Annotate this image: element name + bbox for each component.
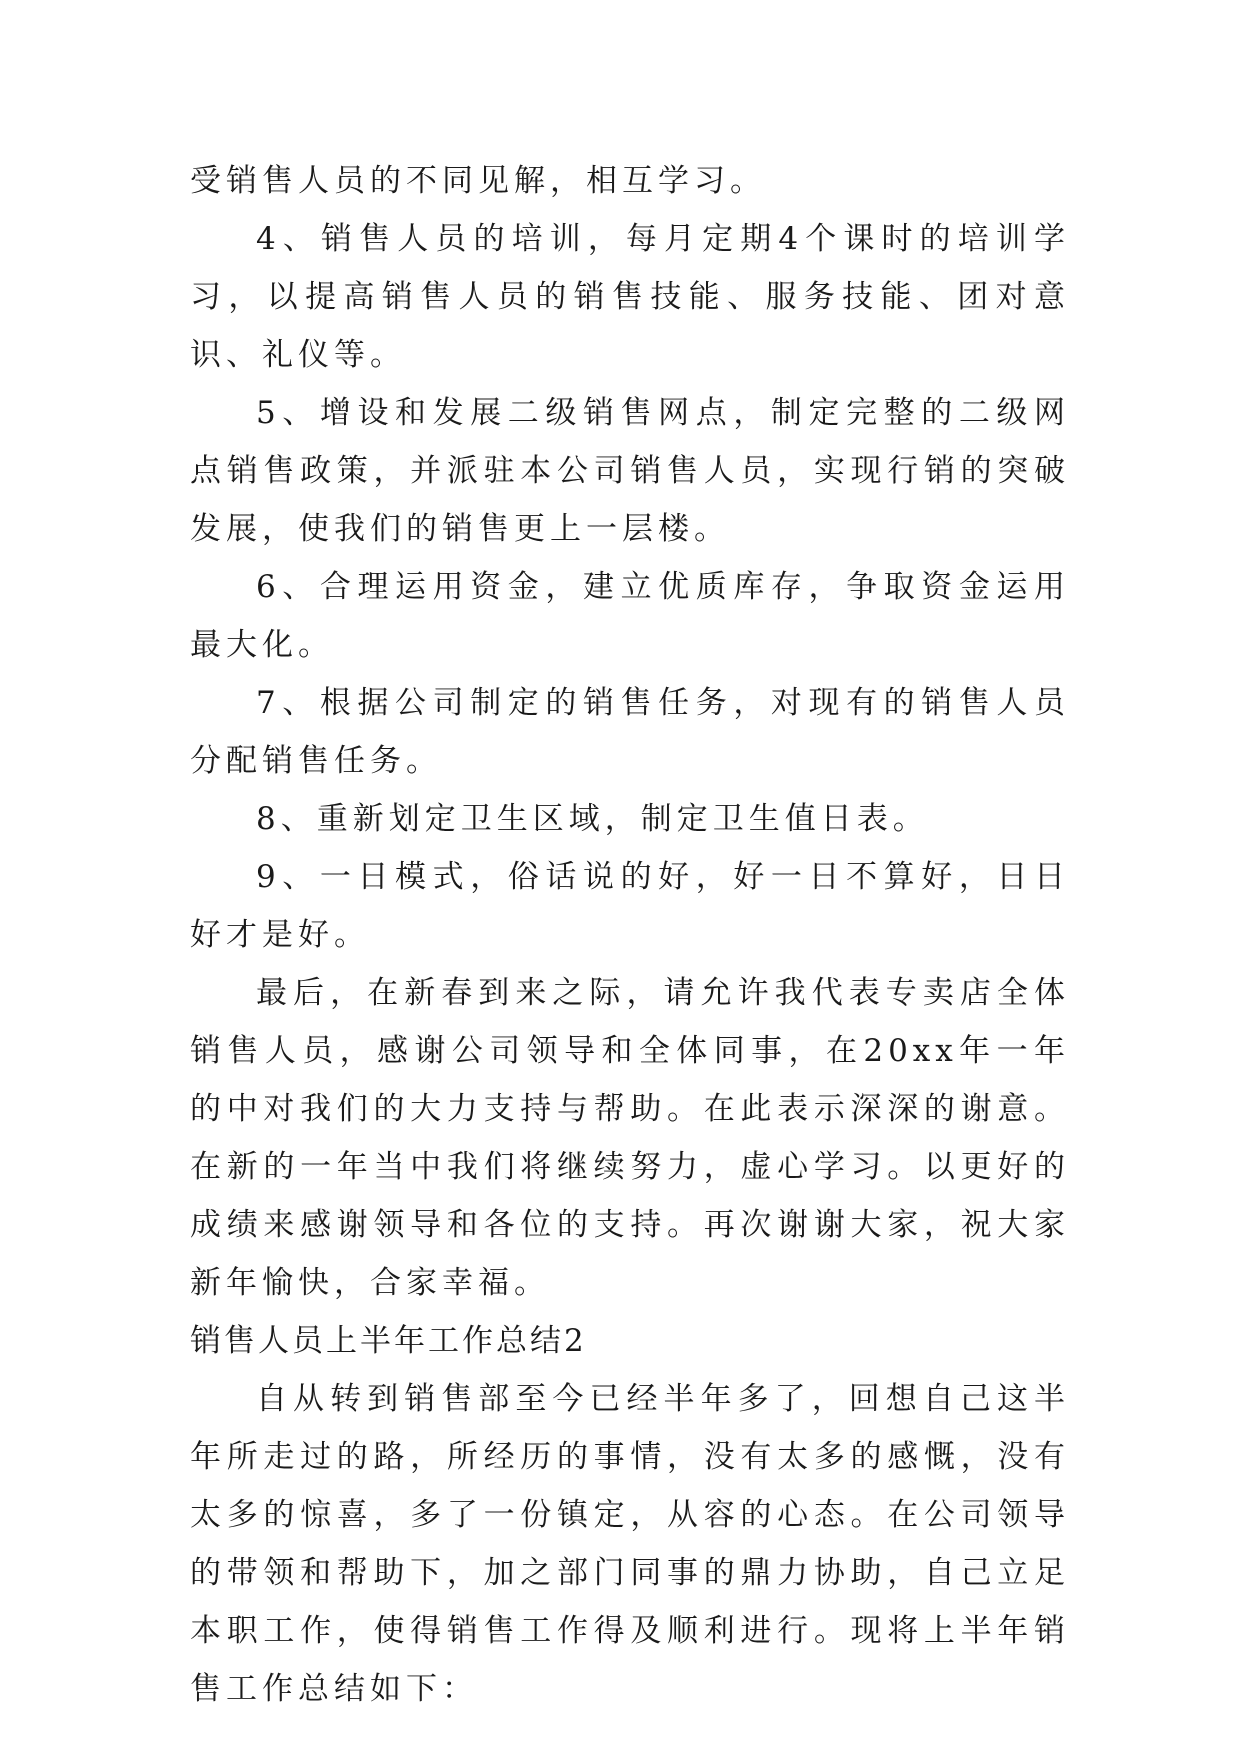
paragraph-item-9: 9、一日模式，俗话说的好，好一日不算好，日日好才是好。 [190, 859, 1070, 953]
section-heading: 销售人员上半年工作总结2 [190, 1323, 587, 1359]
paragraph-intro: 自从转到销售部至今已经半年多了，回想自己这半年所走过的路，所经历的事情，没有太多的感慨，没有太多的惊喜，多了一份镇定，从容的心态。在公司领导的带领和帮助下，加之部门同事的鼎力协助，自己立足本职工作，使得销售工作得及顺利进行。现将上半年销售工作总结如下： [190, 1381, 1070, 1707]
paragraph-item-6: 6、合理运用资金，建立优质库存，争取资金运用最大化。 [190, 569, 1070, 663]
paragraph-item-7: 7、根据公司制定的销售任务，对现有的销售人员分配销售任务。 [190, 685, 1070, 779]
paragraph-closing: 最后，在新春到来之际，请允许我代表专卖店全体销售人员，感谢公司领导和全体同事，在20xx年一年的中对我们的大力支持与帮助。在此表示深深的谢意。在新的一年当中我们将继续努力，虚心学习。以更好的成绩来感谢领导和各位的支持。再次谢谢大家，祝大家新年愉快，合家幸福。 [190, 975, 1070, 1301]
paragraph-item-8: 8、重新划定卫生区域，制定卫生值日表。 [256, 801, 929, 837]
paragraph-item-4: 4、销售人员的培训，每月定期4个课时的培训学习，以提高销售人员的销售技能、服务技能、团对意识、礼仪等。 [190, 221, 1070, 373]
paragraph-item-5: 5、增设和发展二级销售网点，制定完整的二级网点销售政策，并派驻本公司销售人员，实现行销的突破发展，使我们的销售更上一层楼。 [190, 395, 1070, 547]
paragraph-continuation: 受销售人员的不同见解，相互学习。 [190, 163, 766, 199]
document-body [190, 152, 1070, 1718]
